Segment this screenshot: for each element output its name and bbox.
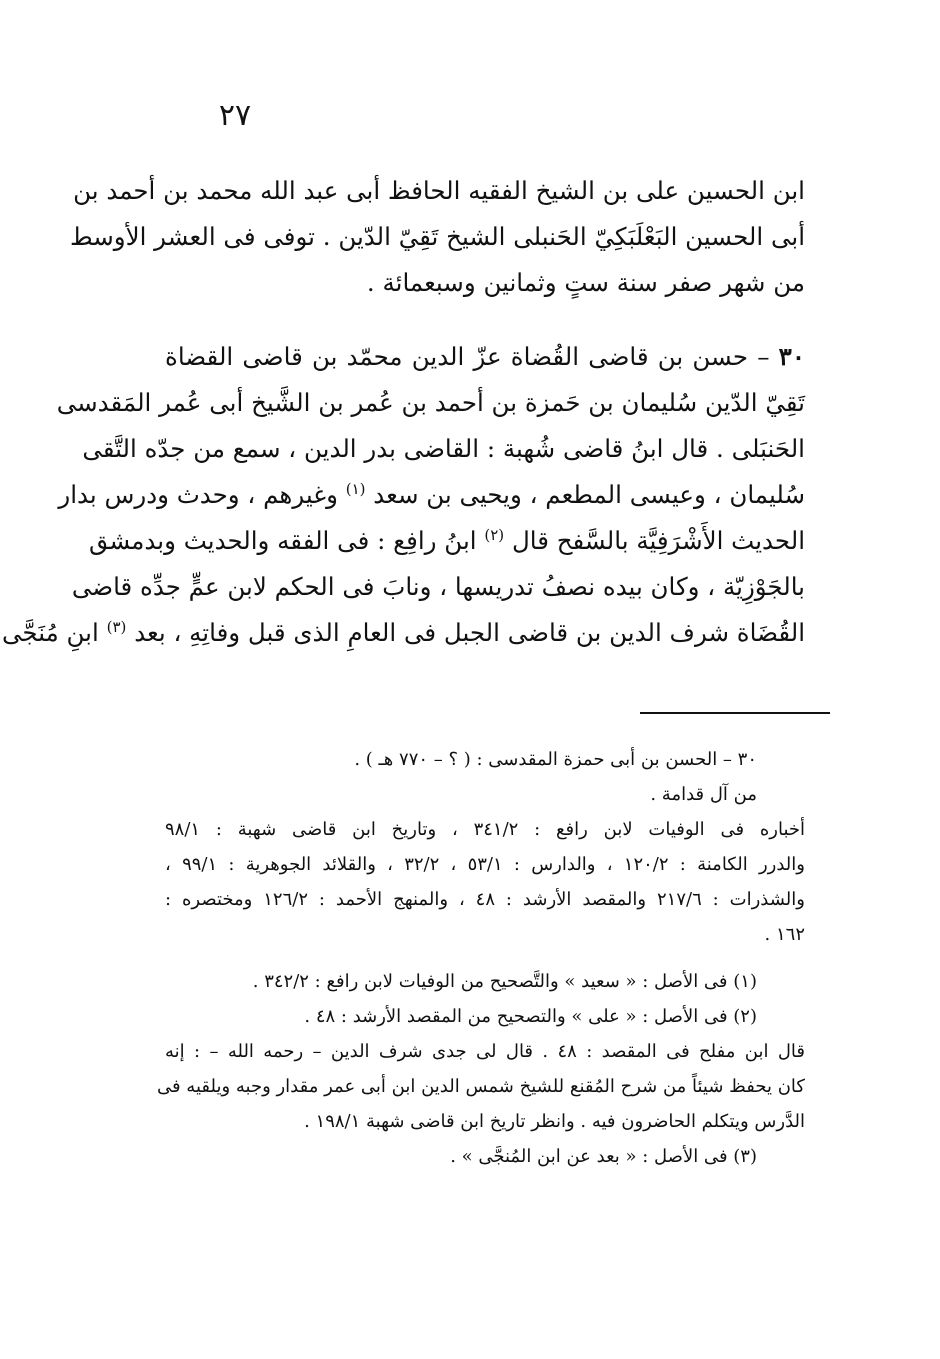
footnotes — [156, 742, 806, 1174]
main-text — [1, 168, 805, 656]
main-text-line: أبى الحسين البَعْلَبَكِيّ الحَنبلى الشيخ تَقِيّ الدّين . توفى فى العشر الأوسط — [70, 222, 805, 251]
footnote-2: (٢) فى الأصل : « على » والتصحيح من المقصد الأرشد : ٤٨ . — [304, 1006, 757, 1027]
footnote-sources-line: ١٦٢ . — [764, 924, 805, 945]
footnote-sources-line: أخباره فى الوفيات لابن رافع : ٣٤١/٢ ، وتاريخ ابن قاضى شهبة : ٩٨/١ — [165, 819, 806, 840]
entry-dash: – — [757, 342, 770, 371]
main-text-line — [89, 518, 805, 564]
entry-number: ٣٠ — [778, 342, 805, 371]
footnote-gap — [165, 952, 805, 964]
text-segment: ابنِ مُنَجَّى — [1, 618, 99, 647]
main-text-line: من شهر صفر سنة ستٍ وثمانين وسبعمائة . — [366, 268, 805, 297]
footnote-family: من آل قدامة . — [650, 784, 757, 805]
main-text-line: ابن الحسين على بن الشيخ الفقيه الحافظ أبى عبد الله محمد بن أحمد بن — [73, 176, 805, 205]
entry-title-text: حسن بن قاضى القُضاة عزّ الدين محمّد بن قاضى القضاة — [165, 342, 749, 371]
footnote-marker-3[interactable]: (٣) — [106, 617, 127, 636]
paragraph-gap — [165, 306, 805, 334]
text-segment: القُضَاة شرف الدين بن قاضى الجبل فى العامِ الذى قبل وفاتِهِ ، بعد — [134, 618, 805, 647]
footnote-1: (١) فى الأصل : « سعيد » والتَّصحيح من الوفيات لابن رافع : ٣٤٢/٢ . — [252, 971, 757, 992]
footnote-entry-header: ٣٠ – الحسن بن أبى حمزة المقدسى : ( ؟ – ٧٧٠ هـ ) . — [354, 749, 757, 770]
footnote-marker-1[interactable]: (١) — [345, 479, 366, 498]
text-segment: سُليمان ، وعيسى المطعم ، ويحيى بن سعد — [373, 480, 805, 509]
footnote-2-comment: كان يحفظ شيئاً من شرح المُقنع للشيخ شمس الدين ابن أبى عمر مقدار وجبه ويلقيه فى — [156, 1076, 805, 1097]
text-segment: الحديث الأَشْرَفِيَّة بالسَّفح قال — [511, 526, 805, 555]
page-number: ٢٧ — [218, 98, 252, 133]
main-text-line — [1, 610, 805, 656]
footnote-2-comment: قال ابن مفلح فى المقصد : ٤٨ . قال لى جدى شرف الدين – رحمه الله – : إنه — [165, 1041, 805, 1062]
footnote-2-comment: الدَّرس ويتكلم الحاضرون فيه . وانظر تاريخ ابن قاضى شهبة ١٩٨/١ . — [304, 1111, 805, 1132]
footnote-separator — [640, 712, 830, 714]
entry-first-line — [165, 334, 805, 380]
footnote-sources-line: والدرر الكامنة : ١٢٠/٢ ، والدارس : ٥٣/١ ، ٣٢/٢ ، والقلائد الجوهرية : ٩٩/١ ، — [165, 854, 805, 875]
main-text-line: بالجَوْزِيّة ، وكان بيده نصفُ تدريسها ، ونابَ فى الحكم لابن عمٍّ جدِّه قاضى — [71, 572, 805, 601]
main-text-line: تَقِيّ الدّين سُليمان بن حَمزة بن أحمد بن عُمر بن الشَّيخ أبى عُمر المَقدسى — [56, 388, 805, 417]
main-text-line: الحَنبَلى . قال ابنُ قاضى شُهبة : القاضى بدر الدين ، سمع من جدّه التَّقى — [82, 434, 805, 463]
footnote-3: (٣) فى الأصل : « بعد عن ابن المُنجَّى » . — [450, 1146, 757, 1167]
text-segment: ابنُ رافِع : فى الفقه والحديث وبدمشق — [89, 526, 477, 555]
main-text-line — [58, 472, 805, 518]
text-segment: وغيرهم ، وحدث ودرس بدار — [58, 480, 338, 509]
footnote-sources-line: والشذرات : ٢١٧/٦ والمقصد الأرشد : ٤٨ ، والمنهج الأحمد : ١٢٦/٢ ومختصره : — [165, 889, 805, 910]
footnote-marker-2[interactable]: (٢) — [484, 525, 505, 544]
